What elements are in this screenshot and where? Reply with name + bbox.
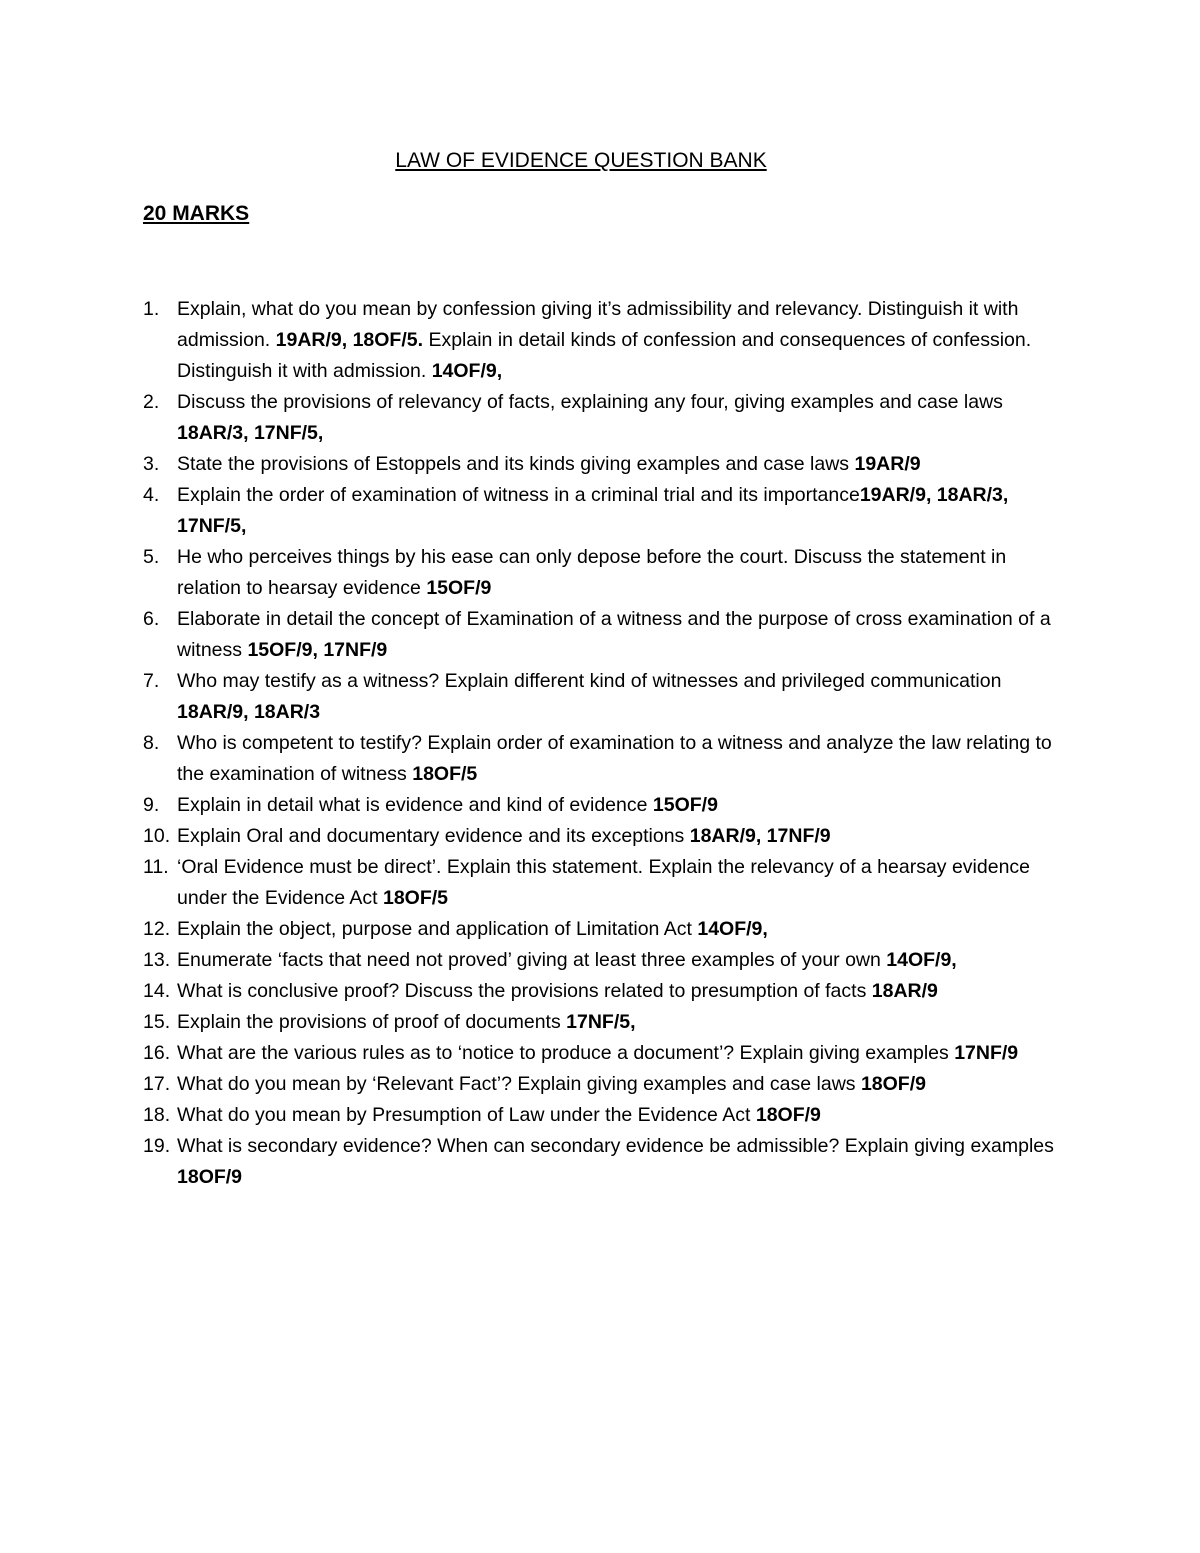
question-body-text: Explain, what do you mean by confession giving it’s admissibility and relevancy. Distinguish it with admission. [177,298,1019,351]
question-item [143,387,1063,449]
question-reference: 15OF/9 [426,577,492,599]
question-reference: 18OF/5 [382,887,449,909]
question-item [143,1038,1063,1069]
question-reference: 18AR/9 [871,980,938,1002]
question-reference: 18OF/5 [412,763,478,785]
question-number: 5. [143,546,160,568]
question-text [177,604,1063,666]
question-body-text: What do you mean by Presumption of Law under the Evidence Act [177,1104,756,1126]
question-reference: 18AR/9, 17NF/9 [689,825,831,847]
question-text [177,480,1063,542]
question-body-text: Explain the object, purpose and application of Limitation Act [177,918,698,940]
question-text [177,294,1063,387]
question-text [177,1038,1063,1069]
question-body-text: Explain in detail what is evidence and kind of evidence [177,794,653,816]
question-reference: 17NF/5, [566,1011,636,1033]
question-item [143,294,1063,387]
question-text [177,1007,1063,1038]
question-item [143,480,1063,542]
question-number: 8. [143,732,160,754]
question-number: 7. [143,670,160,692]
question-text [177,1100,1063,1131]
question-body-text: State the provisions of Estoppels and its kinds giving examples and case laws [177,453,855,475]
question-number: 3. [143,453,160,475]
question-text [177,542,1063,604]
question-item [143,1131,1063,1193]
question-item [143,666,1063,728]
question-text [177,449,1063,480]
question-body-text: What are the various rules as to ‘notice to produce a document’? Explain giving examples [177,1042,955,1064]
question-body-text: What is secondary evidence? When can secondary evidence be admissible? Explain giving examples [177,1135,1054,1157]
question-text [177,387,1063,449]
question-reference: 17NF/9 [954,1042,1019,1064]
question-item [143,914,1063,945]
question-text [177,790,1063,821]
question-item [143,1100,1063,1131]
question-text [177,728,1063,790]
question-text [177,945,1063,976]
question-number: 10. [143,825,171,847]
question-number: 11. [143,856,169,878]
question-number: 19. [143,1135,171,1157]
question-body-text: Explain Oral and documentary evidence and its exceptions [177,825,690,847]
question-list [143,294,1063,1193]
question-body-text: Elaborate in detail the concept of Examination of a witness and the purpose of cross examination of a witness [177,608,1051,661]
question-number: 6. [143,608,160,630]
question-number: 18. [143,1104,171,1126]
question-number: 15. [143,1011,171,1033]
question-text [177,821,1063,852]
question-reference: 15OF/9 [652,794,718,816]
question-number: 4. [143,484,160,506]
question-reference: 14OF/9, [886,949,957,971]
question-reference: 18OF/9 [860,1073,926,1095]
question-reference: 18AR/9, 18AR/3 [177,701,321,723]
question-item [143,1069,1063,1100]
question-body-text: Discuss the provisions of relevancy of facts, explaining any four, giving examples and case laws [177,391,1003,413]
question-item [143,449,1063,480]
question-reference: 15OF/9, 17NF/9 [247,639,388,661]
question-number: 13. [143,949,171,971]
question-body-text: Explain the provisions of proof of documents [177,1011,567,1033]
question-number: 9. [143,794,160,816]
question-text [177,1131,1063,1193]
question-number: 16. [143,1042,171,1064]
question-item [143,604,1063,666]
question-reference: 18AR/3, 17NF/5, [177,422,324,444]
section-heading: 20 MARKS [143,202,250,225]
question-body-text: Explain in detail kinds of confession and consequences of confession. Distinguish it with admission. [177,329,1032,382]
question-item [143,852,1063,914]
document-title: LAW OF EVIDENCE QUESTION BANK [395,149,767,172]
question-number: 2. [143,391,160,413]
question-text [177,1069,1063,1100]
question-item [143,1007,1063,1038]
question-body-text: Who is competent to testify? Explain order of examination to a witness and analyze the law relating to the examination of witness [177,732,1052,785]
question-item [143,976,1063,1007]
question-number: 12. [143,918,171,940]
question-body-text: What is conclusive proof? Discuss the provisions related to presumption of facts [177,980,872,1002]
question-number: 17. [143,1073,171,1095]
question-item [143,728,1063,790]
question-reference: 19AR/9, 18OF/5. [275,329,424,351]
question-item [143,821,1063,852]
question-number: 14. [143,980,171,1002]
question-reference: 18OF/9 [755,1104,821,1126]
question-reference: 19AR/9 [854,453,921,475]
question-text [177,976,1063,1007]
question-reference: 19AR/9, 18AR/3, 17NF/5, [177,484,1009,537]
question-body-text: ‘Oral Evidence must be direct’. Explain this statement. Explain the relevancy of a hearsay evidence under the Evidence Act [177,856,1031,909]
question-item [143,945,1063,976]
question-reference: 14OF/9, [697,918,768,940]
question-text [177,852,1063,914]
question-item [143,542,1063,604]
question-text [177,914,1063,945]
question-text [177,666,1063,728]
question-number: 1. [143,298,160,320]
question-reference: 14OF/9, [431,360,503,382]
question-body-text: Enumerate ‘facts that need not proved’ giving at least three examples of your own [177,949,887,971]
question-reference: 18OF/9 [177,1166,243,1188]
question-body-text: He who perceives things by his ease can only depose before the court. Discuss the statement in relation to hearsay evidence [177,546,1007,599]
question-item [143,790,1063,821]
question-body-text: Explain the order of examination of witness in a criminal trial and its importance [177,484,860,506]
question-body-text: Who may testify as a witness? Explain different kind of witnesses and privileged communication [177,670,1002,692]
question-body-text: What do you mean by ‘Relevant Fact’? Explain giving examples and case laws [177,1073,861,1095]
